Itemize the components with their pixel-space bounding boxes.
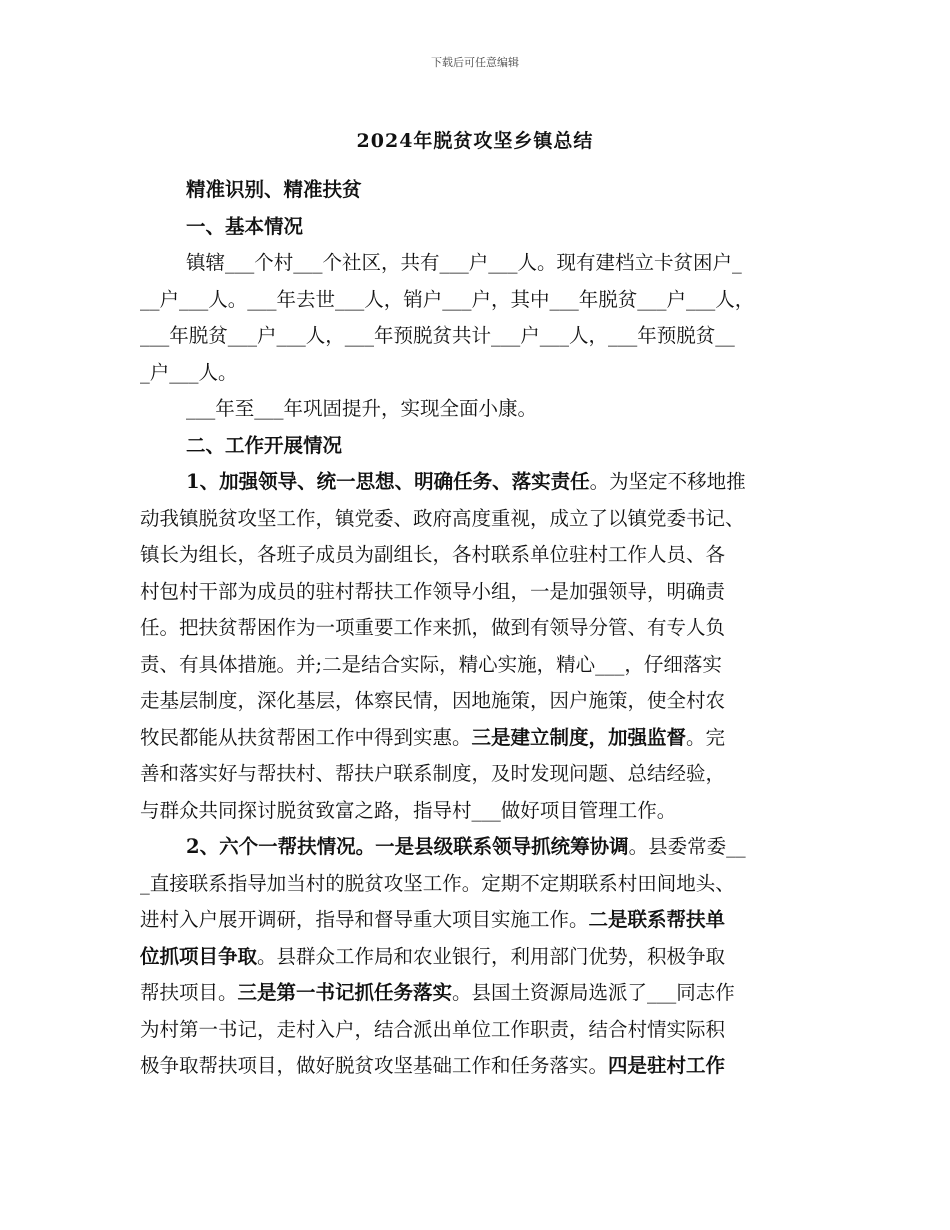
text-line [140,501,812,538]
bold-text-segment: 二是联系帮扶单 [588,908,726,931]
text-segment: 。完 [686,725,726,749]
text-line [140,537,812,574]
text-segment: 镇辖___个村___个社区，共有___户___人。现有建档立卡贫困户_ [186,251,742,274]
text-segment: 村包村干部为成员的驻村帮扶工作领导小组，一是加强领导，明确责 [140,579,726,603]
bold-text-segment: 一、基本情况 [186,214,304,238]
text-line [140,464,812,501]
text-line [140,172,812,209]
text-segment: __户___人。___年去世___人，销户___户，其中___年脱贫___户___人， [140,287,755,311]
text-segment: _直接联系指导加当村的脱贫攻坚工作。定期不定期联系村田间地头、 [140,871,735,895]
text-segment: 动我镇脱贫攻坚工作，镇党委、政府高度重视，成立了以镇党委书记、 [140,506,745,530]
bold-text-segment: 精准识别、精准扶贫 [186,178,362,201]
bold-text-segment: 三是第一书记抓任务落实 [237,981,453,1004]
text-line [140,574,812,611]
text-line [140,245,812,282]
bold-text-segment: 1、加强领导、统一思想、明确任务、落实责任 [186,470,590,493]
page-header: 下载后可任意编辑 [431,56,519,69]
text-segment: 走基层制度，深化基层，体察民情，因地施策，因户施策，使全村农 [140,689,726,712]
text-segment: 。县群众工作局和农业银行，利用部门优势，积极争取 [257,944,726,968]
text-segment: 进村入户展开调研，指导和督导重大项目实施工作。 [140,908,589,931]
text-segment: 。县委常委__ [628,835,746,858]
text-segment: 极争取帮扶项目，做好脱贫攻坚基础工作和任务落实。 [140,1054,609,1077]
bold-text-segment: 三是建立制度，加强监督 [471,725,687,749]
text-line [140,610,812,647]
text-segment: 与群众共同探讨脱贫致富之路，指导村___做好项目管理工作。 [140,798,677,822]
text-segment: 任。把扶贫帮困作为一项重要工作来抓，做到有领导分管、有专人负 [140,616,726,639]
document-body [140,172,812,1085]
text-line [140,683,812,720]
text-segment: ___年脱贫___户___人，___年预脱贫共计___户___人，___年预脱贫__ [140,324,735,347]
text-segment: 为村第一书记，走村入户，结合派出单位工作职责，结合村情实际积 [140,1017,726,1041]
text-line [140,756,812,793]
text-segment: 。为坚定不移地推 [589,470,746,493]
text-line [140,282,812,319]
text-line [140,428,812,465]
text-segment: ___年至___年巩固提升，实现全面小康。 [186,397,538,420]
text-line [140,1048,812,1085]
text-segment: 善和落实好与帮扶村、帮扶户联系制度，及时发现问题、总结经验， [140,762,726,785]
text-line [140,720,812,757]
text-line [140,939,812,976]
text-line [140,209,812,246]
bold-text-segment: 一是县级联系领导抓统筹协调 [375,835,629,858]
text-segment: 帮扶项目。 [140,981,238,1004]
text-line [140,391,812,428]
bold-text-segment: 2、六个一帮扶情况。 [186,835,376,858]
text-line [140,975,812,1012]
bold-text-segment: 位抓项目争取 [140,944,258,968]
text-line [140,902,812,939]
bold-text-segment: 二、工作开展情况 [186,433,343,457]
bold-text-segment: 四是驻村工作 [608,1054,726,1077]
text-segment: 。县国土资源局选派了___同志作 [452,981,735,1004]
text-segment: 镇长为组长，各班子成员为副组长，各村联系单位驻村工作人员、各 [140,543,726,566]
text-line [140,793,812,830]
text-segment: 责、有具体措施。并;二是结合实际，精心实施，精心___，仔细落实 [140,652,722,676]
text-line [140,829,812,866]
text-line [140,647,812,684]
document-title: 2024年脱贫攻坚乡镇总结 [356,130,594,152]
text-segment: _户___人。 [140,360,238,384]
text-segment: 牧民都能从扶贫帮困工作中得到实惠。 [140,725,472,749]
text-line [140,355,812,392]
text-line [140,1012,812,1049]
text-line [140,318,812,355]
text-line [140,866,812,903]
